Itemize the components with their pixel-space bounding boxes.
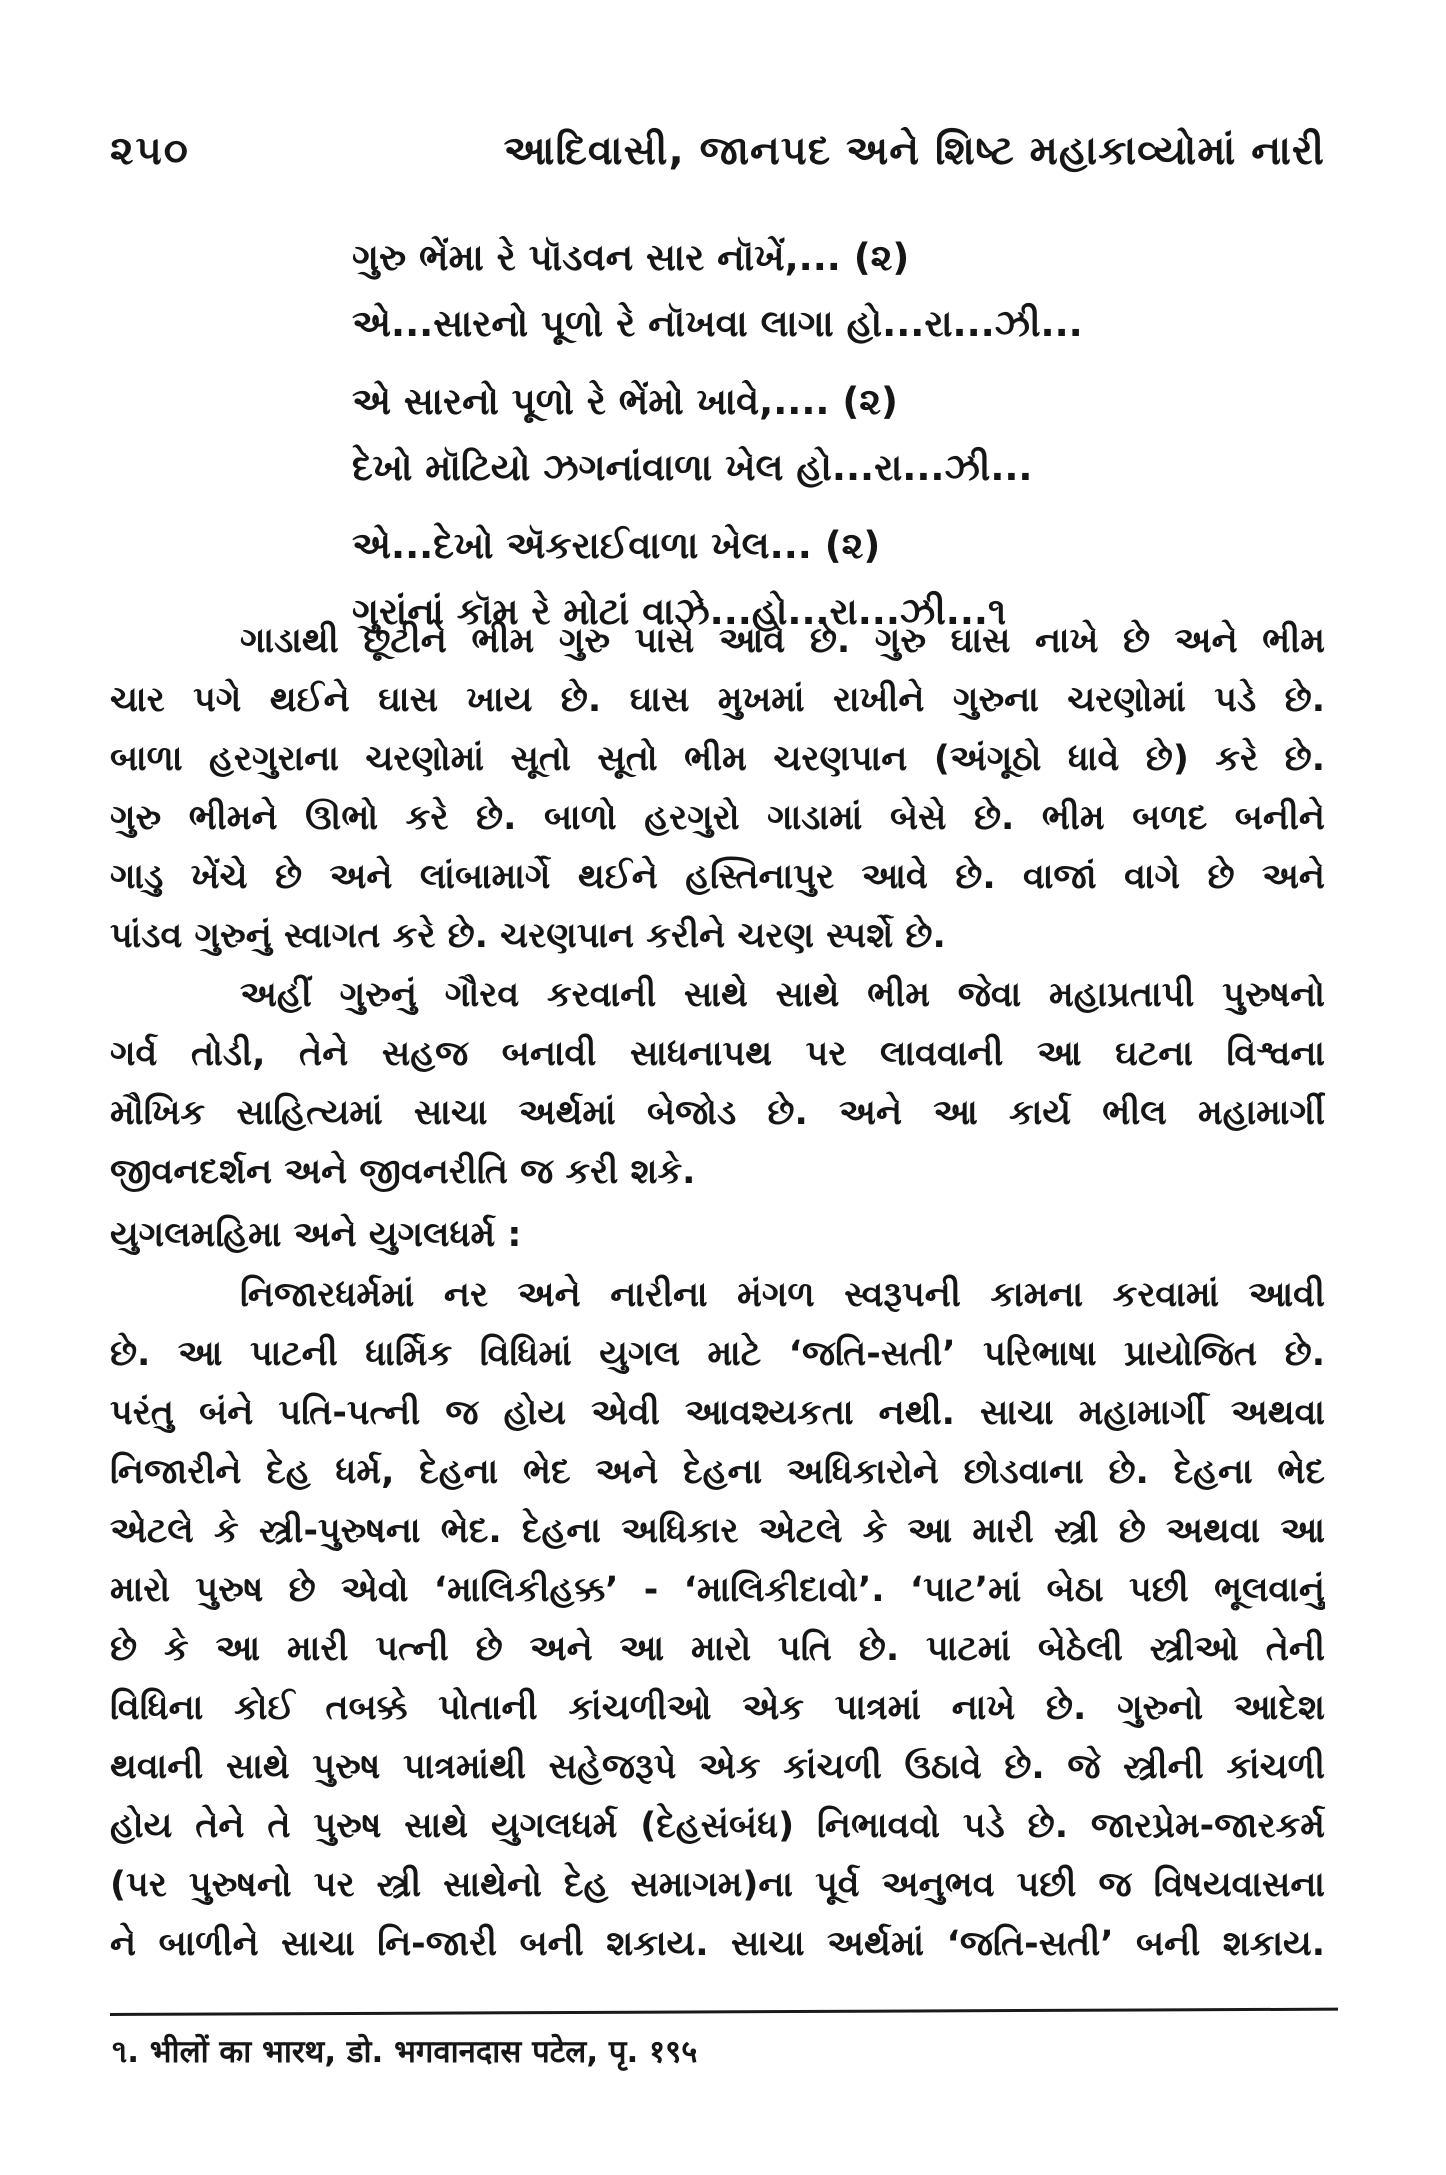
paragraph-line: અહીં ગુરુનું ગૌરવ કરવાની સાથે સાથે ભીમ જેવા મહાપ્રતાપી પુરુષનો [240, 975, 1325, 1015]
paragraph-line: છે. આ પાટની ધાર્મિક વિધિમાં યુગલ માટે ‘જતિ-સતી’ પરિભાષા પ્રાયોજિત છે. [110, 1334, 1325, 1374]
paragraph-line: નિજારધર્મમાં નર અને નારીના મંગળ સ્વરૂપની કામના કરવામાં આવી [240, 1275, 1325, 1315]
paragraph-line: ગુરુ ભીમને ઊભો કરે છે. બાળો હરગુરો ગાડામાં બેસે છે. ભીમ બળદ બનીને [110, 798, 1325, 838]
paragraph-line: ને બાળીને સાચા નિ-જારી બની શકાય. સાચા અર્થમાં ‘જતિ-સતી’ બની શકાય. [110, 1924, 1325, 1964]
paragraph-line: ગાડુ ખેંચે છે અને લાંબામાર્ગે થઈને હસ્તિનાપુર આવે છે. વાજાં વાગે છે અને [110, 857, 1325, 897]
paragraph-line: ચાર પગે થઈને ઘાસ ખાય છે. ઘાસ મુખમાં રાખીને ગુરુના ચરણોમાં પડે છે. [110, 680, 1325, 720]
footnote-divider [110, 2008, 1338, 2016]
paragraph-line: (પર પુરુષનો પર સ્ત્રી સાથેનો દેહ સમાગમ)ના પૂર્વ અનુભવ પછી જ વિષયવાસના [110, 1865, 1325, 1905]
paragraph-line: જીવનદર્શન અને જીવનરીતિ જ કરી શકે. [110, 1152, 696, 1192]
paragraph-line: વિધિના કોઈ તબક્કે પોતાની કાંચળીઓ એક પાત્રમાં નાખે છે. ગુરુનો આદેશ [110, 1688, 1325, 1728]
page-number: ૨૫૦ [110, 128, 190, 174]
verse-line: ગુરુ ભેંમા રે પૉડવન સાર નૉખેં,... (૨) [352, 236, 910, 279]
paragraph-line: બાળા હરગુરાના ચરણોમાં સૂતો સૂતો ભીમ ચરણપાન (અંગૂઠો ધાવે છે) કરે છે. [110, 739, 1325, 779]
verse-line: દેખો મૉટિયો ઝગનાંવાળા ખેલ હો...રા...ઝી... [352, 446, 1033, 489]
verse-line: એ...સારનો પૂળો રે નૉખવા લાગા હો...રા...ઝી... [352, 302, 1083, 345]
running-title: આદિવાસી, જાનપદ અને શિષ્ટ મહાકાવ્યોમાં નારી [503, 128, 1325, 174]
paragraph-line: પાંડવ ગુરુનું સ્વાગત કરે છે. ચરણપાન કરીને ચરણ સ્પર્શે છે. [110, 916, 946, 956]
section [110, 1204, 1325, 1974]
paragraph-line: ગાડાથી છૂટીને ભીમ ગુરુ પાસે આવે છે. ગુરુ ઘાસ નાખે છે અને ભીમ [240, 621, 1325, 661]
paragraph-line: નિજારીને દેહ ધર્મ, દેહના ભેદ અને દેહના અધિકારોને છોડવાના છે. દેહના ભેદ [110, 1452, 1325, 1492]
footnote: ૧. भीलों का भारथ, डो. भगवानदास पटेल, पृ. १९५ [112, 2034, 698, 2070]
paragraph-bhim [110, 612, 1325, 966]
verse-line: ગુરાંનાં કૉમ રે મોટાં વાઝે...હો...રા...ઝી...૧ [352, 590, 1007, 633]
verse-line: એ સારનો પૂળો રે ભેંમો ખાવે,.... (૨) [352, 380, 898, 423]
paragraph-guru-glory [110, 966, 1325, 1202]
song-verse [352, 225, 1252, 645]
section-heading: યુગલમહિમા અને યુગલધર્મ : [110, 1215, 522, 1255]
paragraph-line: પરંતુ બંને પતિ-પત્ની જ હોય એવી આવશ્યકતા નથી. સાચા મહામાર્ગી અથવા [110, 1393, 1325, 1433]
paragraph-line: મૌખિક સાહિત્યમાં સાચા અર્થમાં બેજોડ છે. અને આ કાર્ય ભીલ મહામાર્ગી [110, 1093, 1325, 1133]
verse-line: એ...દેખો ઍકરાઈવાળા ખેલ... (૨) [352, 524, 881, 567]
paragraph-line: હોય તેને તે પુરુષ સાથે યુગલધર્મ (દેહસંબંધ) નિભાવવો પડે છે. જારપ્રેમ-જારકર્મ [110, 1806, 1325, 1846]
paragraph-line: ગર્વ તોડી, તેને સહજ બનાવી સાધનાપથ પર લાવવાની આ ઘટના વિશ્વના [110, 1034, 1325, 1074]
paragraph-line: મારો પુરુષ છે એવો ‘માલિકીહક્ક’ - ‘માલિકીદાવો’. ‘પાટ’માં બેઠા પછી ભૂલવાનું [110, 1570, 1325, 1610]
paragraph-line: થવાની સાથે પુરુષ પાત્રમાંથી સહેજરૂપે એક કાંચળી ઉઠાવે છે. જે સ્ત્રીની કાંચળી [110, 1747, 1325, 1787]
paragraph-line: છે કે આ મારી પત્ની છે અને આ મારો પતિ છે. પાટમાં બેઠેલી સ્ત્રીઓ તેની [110, 1629, 1325, 1669]
page-header [110, 128, 1325, 188]
paragraph-line: એટલે કે સ્ત્રી-પુરુષના ભેદ. દેહના અધિકાર એટલે કે આ મારી સ્ત્રી છે અથવા આ [110, 1511, 1325, 1551]
